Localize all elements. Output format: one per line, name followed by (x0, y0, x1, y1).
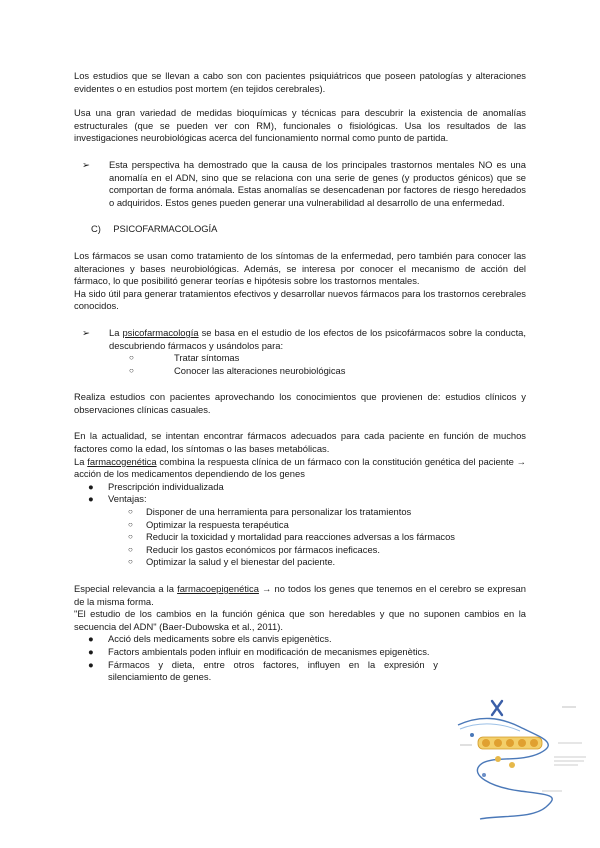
paragraph-farmacogenetica (74, 456, 526, 481)
list-item-text: Ventajas: (108, 493, 147, 505)
list-item (74, 506, 526, 519)
text-prefix: La (74, 455, 88, 467)
arrow-bullet-icon: ➢ (82, 158, 90, 170)
paragraph-studies: Los estudios que se llevan a cabo son con pacientes psiquiátricos que poseen patologías y alteraciones evidentes o en estudios post mortem (en tejidos cerebrales). (74, 70, 526, 94)
list-item-text: Disponer de una herramienta para personalizar los tratamientos (146, 506, 412, 518)
dot-bullet-icon: ● (88, 493, 94, 505)
circle-bullet-icon: ○ (128, 507, 133, 517)
quote-definition: "El estudio de los cambios en la función génica que son heredables y que no suponen cambios en la secuencia del ADN" (Baer-Dubowska et al., 2011). (74, 608, 526, 632)
paragraph-measures: Usa una gran variedad de medidas bioquímicas y técnicas para descubrir la existencia de anomalías estructurales (que se pueden ver con RM), funcionales o fisiológicas. Usa los resultados de las investigaciones neurobiológicas acerca del funcionamiento normal como punto de partida. (74, 107, 526, 144)
list-item-text: Acció dels medicaments sobre els canvis epigenètics. (108, 633, 332, 645)
list-item-text: Prescripción individualizada (108, 480, 224, 492)
term-farmacoepigenetica: farmacoepigenética (177, 583, 259, 594)
list-item (74, 481, 526, 494)
dna-strand-light (460, 724, 520, 731)
circle-bullet-icon: ○ (128, 519, 133, 529)
paragraph-drugs: Los fármacos se usan como tratamiento de los síntomas de la enfermedad, pero también para conocer las alteraciones y bases neurobiológicas. Además, se interesa por conocer el mecanismo de acción del fármaco, lo que posibilitó generar teorías e hipótesis sobre los trastornos mentales. (74, 249, 526, 287)
section-title: PSICOFARMACOLOGÍA (113, 223, 218, 235)
list-item (74, 659, 438, 684)
nucleosome-band (478, 737, 542, 749)
paragraph-actualidad: En la actualidad, se intentan encontrar fármacos adecuados para cada paciente en función de muchos factores como la edad, los síntomas o las bases metabólicas. (74, 430, 526, 455)
bullet-psicofarmacologia (74, 327, 526, 352)
circle-bullet-icon: ○ (128, 557, 133, 567)
list-item-text: Conocer las alteraciones neurobiológicas (174, 364, 346, 376)
list-item-text: Fármacos y dieta, entre otros factores, influyen en la expresión y silenciamiento de genes. (108, 658, 438, 683)
bullet-perspective-text: Esta perspectiva ha demostrado que la causa de los principales trastornos mentales NO es una anomalía en el ADN, sino que se relaciona con una serie de genes (y productos génicos) que se comportan de forma anómala. Estas anomalías se desencadenan por factores de riesgo heredados o adquiridos. Estos genes pueden generar una vulnerabilidad al desarrollo de una enfermedad. (109, 158, 526, 208)
section-letter: C) (91, 223, 101, 235)
dna-illustration-svg (450, 695, 590, 825)
text-rest: combina la respuesta clínica de un fármaco con la constitución genética del paciente → acción de los medicamentos dependiendo de los genes (74, 455, 526, 480)
circle-bullet-icon: ○ (128, 544, 133, 554)
list-item (74, 633, 438, 646)
paragraph-useful: Ha sido útil para generar tratamientos efectivos y desarrollar nuevos fármacos para los trastornos cerebrales conocidos. (74, 287, 526, 312)
paragraph-epigenetica (74, 583, 526, 608)
dot-bullet-icon: ● (88, 645, 94, 657)
list-item (74, 544, 526, 557)
term-farmacogenetica: farmacogenética (87, 455, 157, 467)
circle-bullet-icon: ○ (128, 532, 133, 542)
farmacogenetica-list (74, 481, 526, 506)
list-item-text: Tratar síntomas (174, 352, 240, 364)
dot-bullet-icon: ● (88, 480, 94, 492)
term-psicofarmacologia: psicofarmacología (122, 326, 199, 338)
list-item-text: Factors ambientals poden influir en modificación de mecanismes epigenètics. (108, 645, 430, 657)
ventajas-list (74, 506, 526, 569)
epigenetics-dna-illustration (450, 695, 590, 825)
list-item (74, 646, 438, 659)
bullet-prefix: La (109, 326, 123, 338)
list-item (74, 493, 526, 506)
list-item (74, 531, 526, 544)
list-item-text: Reducir la toxicidad y mortalidad para reacciones adversas a los fármacos (146, 531, 455, 543)
circle-bullet-icon: ○ (129, 353, 134, 363)
arrow-bullet-icon: ➢ (82, 326, 90, 338)
bullet-perspective (74, 159, 526, 209)
section-heading-c (74, 223, 526, 236)
circle-bullet-icon: ○ (129, 365, 134, 375)
dot-bullet-icon: ● (88, 658, 94, 670)
epigenetica-list (74, 633, 526, 683)
list-item-text: Optimizar la respuesta terapéutica (146, 518, 289, 530)
list-item (74, 556, 526, 569)
paragraph-realiza: Realiza estudios con pacientes aprovechando los conocimientos que provienen de: estudios clínicos y observaciones clínicas casuales. (74, 391, 526, 415)
chromosome-icon (492, 701, 502, 715)
list-item (74, 365, 526, 378)
dot-bullet-icon: ● (88, 633, 94, 645)
list-item-text: Optimizar la salud y el bienestar del paciente. (146, 556, 336, 568)
bullet-rest: se basa en el estudio de los efectos de los psicofármacos sobre la conducta, descubriendo fármacos y usándolos para: (109, 326, 526, 351)
list-item (74, 352, 526, 365)
list-item (74, 519, 526, 532)
list-item-text: Reducir los gastos económicos por fármacos ineficaces. (146, 543, 380, 555)
text-prefix: Especial relevancia a la (74, 583, 178, 594)
psico-sub-list (74, 352, 526, 377)
document-page (74, 70, 526, 684)
text-rest: → no todos los genes que tenemos en el cerebro se expresan de la misma forma. (74, 583, 526, 607)
